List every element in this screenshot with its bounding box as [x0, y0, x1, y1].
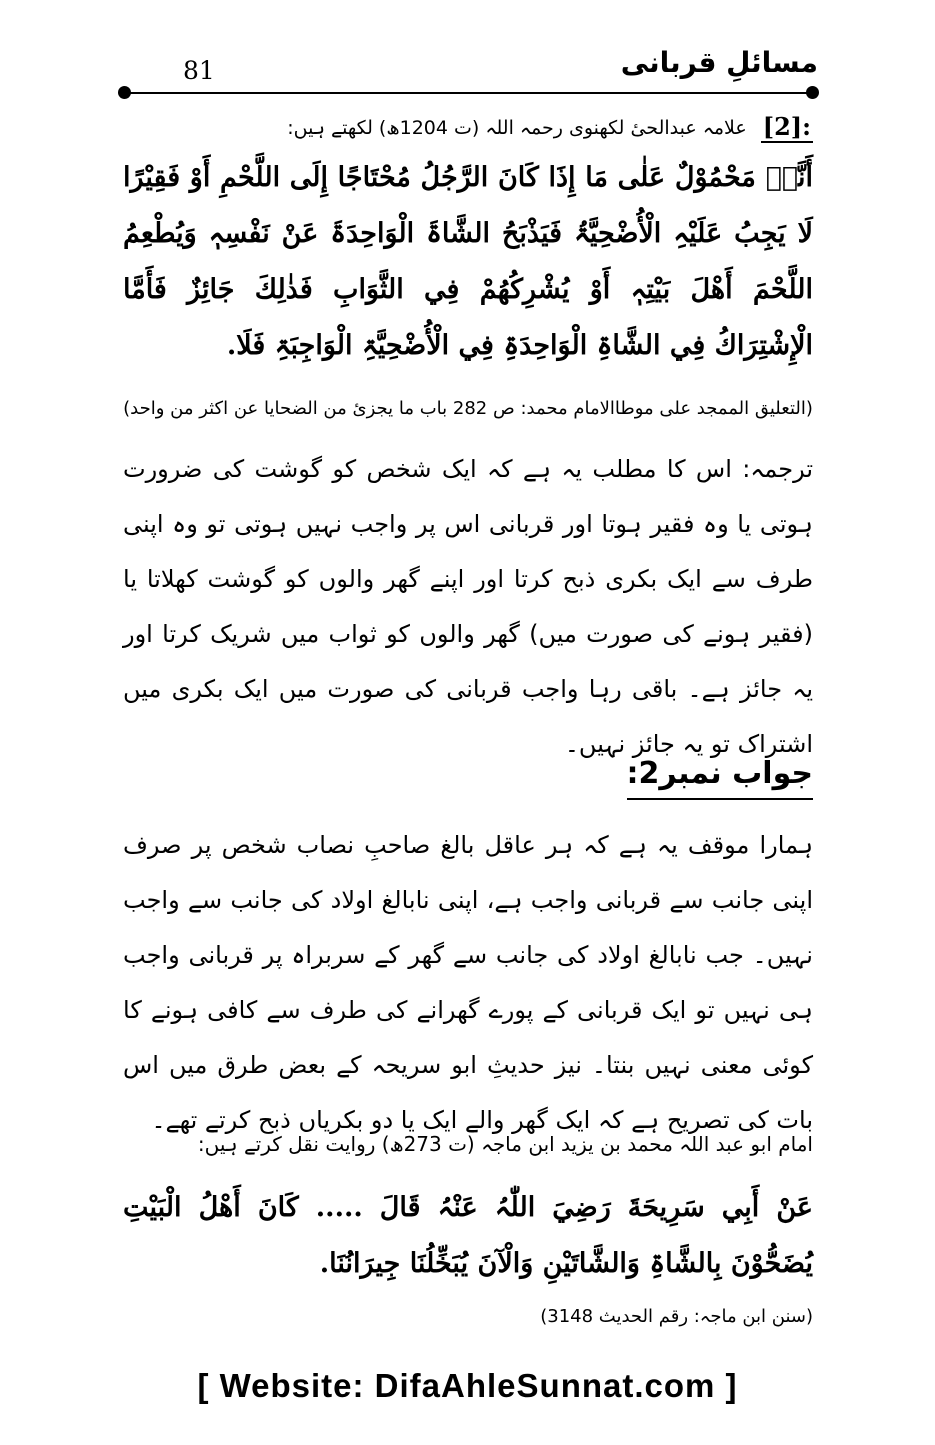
rule-dot-right: [806, 86, 819, 99]
header-rule: [124, 92, 814, 94]
answer-heading-text: جواب نمبر2:: [627, 756, 813, 800]
reference-intro: علامہ عبدالحیٔ لکھنوی رحمہ اللہ (ت 1204ھ) لکھتے ہیں:: [287, 116, 747, 139]
book-title: مسائلِ قربانی: [620, 46, 818, 79]
page-header: [118, 38, 818, 98]
citation-2: (سنن ابن ماجہ: رقم الحدیث 3148): [540, 1306, 813, 1327]
answer-paragraph: ہمارا موقف یہ ہے کہ ہر عاقل بالغ صاحبِ نصاب شخص پر صرف اپنی جانب سے قربانی واجب ہے، اپنی نابالغ اولاد کی جانب سے واجب نہیں۔ جب نابالغ اولاد کی جانب سے گھر کے سربراہ پر قربانی واجب ہی نہیں تو ایک قربانی کے پورے گھرانے کی طرف سے کافی ہونے کا کوئی معنی نہیں بنتا۔ نیز حدیثِ ابو سریحہ کے بعض طرق میں اس بات کی تصریح ہے کہ ایک گھر والے ایک یا دو بکریاں ذبح کرتے تھے۔: [123, 831, 813, 1134]
arabic-quote-1: أَنَّہٗ مَحْمُوْلٌ عَلٰی مَا إِذَا کَانَ الرَّجُلُ مُحْتَاجًا إِلَی اللَّحْمِ أَوْ فَقِيْرًا لَا يَجِبُ عَلَيْہِ الْأُضْحِيَّۃُ فَيَذْبَحُ الشَّاۃَ الْوَاحِدَۃَ عَنْ نَفْسِہٖ وَيُطْعِمُ اللَّحْمَ أَهْلَ بَيْتِہٖ أَوْ يُشْرِكُهُمْ فِي الثَّوَابِ فَذٰلِكَ جَائِزٌ فَأَمَّا الْإِشْتِرَاكُ فِي الشَّاۃِ الْوَاحِدَۃِ فِي الْأُضْحِيَّۃِ الْوَاجِبَۃِ فَلَا.: [123, 162, 813, 361]
rule-dot-left: [118, 86, 131, 99]
reference-line: [123, 112, 813, 143]
arabic-quote-2: عَنْ أَبِي سَرِيحَةَ رَضِيَ اللّٰہُ عَنْہُ قَالَ ..... كَانَ أَهْلُ الْبَيْتِ يُضَحُّوْنَ بِالشَّاۃِ وَالشَّاتَيْنِ وَالْآنَ يُبَخِّلُنَا جِيرَانُنَا.: [123, 1192, 813, 1279]
page-number: 81: [183, 56, 215, 85]
answer-heading: [123, 756, 813, 800]
narration-intro: امام ابو عبد اللہ محمد بن یزید ابن ماجہ (ت 273ھ) روایت نقل کرتے ہیں:: [197, 1132, 813, 1156]
reference-marker: [2]:: [762, 112, 811, 141]
translation-paragraph: ترجمہ: اس کا مطلب یہ ہے کہ ایک شخص کو گوشت کی ضرورت ہوتی یا وہ فقیر ہوتا اور قربانی اس پر واجب نہیں ہوتی تو وہ اپنی طرف سے ایک بکری ذبح کرتا اور اپنے گھر والوں کو گوشت کھلاتا یا (فقیر ہونے کی صورت میں) گھر والوں کو ثواب میں شریک کرتا اور یہ جائز ہے۔ باقی رہا واجب قربانی کی صورت میں ایک بکری میں اشتراک تو یہ جائز نہیں۔: [123, 455, 813, 758]
citation-1: (التعلیق الممجد علی موطاالامام محمد: ص 282 باب ما یجزئ من الضحایا عن اکثر من واحد): [123, 398, 813, 419]
website-footer: [ Website: DifaAhleSunnat.com ]: [197, 1367, 738, 1404]
